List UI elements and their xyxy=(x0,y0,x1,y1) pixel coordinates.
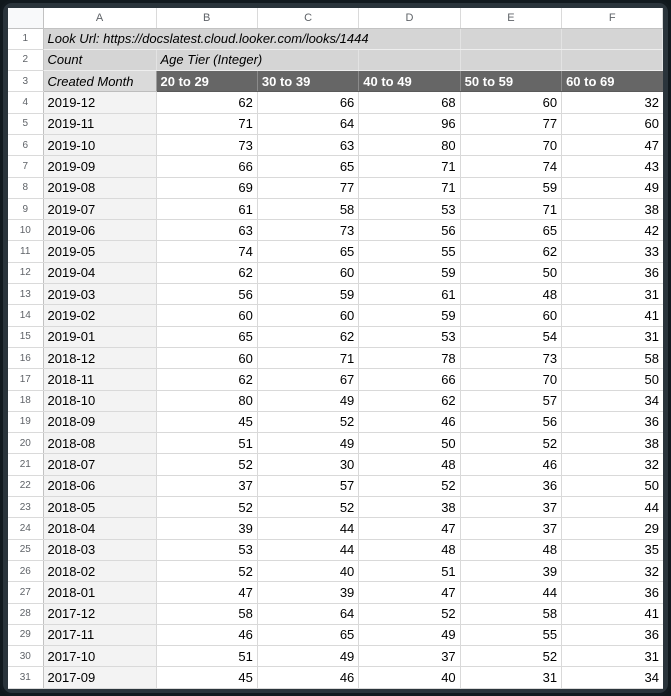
table-row xyxy=(8,624,663,645)
month-cell[interactable]: 2018-01 xyxy=(43,582,156,603)
value-cell[interactable]: 51 xyxy=(359,560,460,581)
value-cell[interactable]: 77 xyxy=(460,113,561,134)
row-number[interactable]: 5 xyxy=(8,113,43,134)
value-cell[interactable]: 59 xyxy=(359,305,460,326)
month-cell[interactable]: 2018-04 xyxy=(43,518,156,539)
value-cell[interactable]: 53 xyxy=(156,539,257,560)
month-cell[interactable]: 2018-12 xyxy=(43,347,156,368)
value-cell[interactable]: 77 xyxy=(257,177,358,198)
table-row xyxy=(8,92,663,113)
sheet-body xyxy=(8,28,663,688)
column-header-c[interactable]: C xyxy=(257,8,358,28)
value-cell[interactable]: 62 xyxy=(257,326,358,347)
value-cell[interactable]: 71 xyxy=(156,113,257,134)
column-header-e[interactable]: E xyxy=(460,8,561,28)
value-cell[interactable]: 49 xyxy=(257,390,358,411)
row-number[interactable]: 18 xyxy=(8,390,43,411)
table-row xyxy=(8,177,663,198)
month-cell[interactable]: 2019-12 xyxy=(43,92,156,113)
month-cell[interactable]: 2018-06 xyxy=(43,475,156,496)
table-row xyxy=(8,241,663,262)
value-cell[interactable]: 37 xyxy=(460,497,561,518)
row-number[interactable]: 8 xyxy=(8,177,43,198)
table-row xyxy=(8,347,663,368)
month-cell[interactable]: 2018-09 xyxy=(43,411,156,432)
value-cell[interactable]: 63 xyxy=(156,220,257,241)
value-cell[interactable]: 55 xyxy=(460,624,561,645)
table-row xyxy=(8,390,663,411)
value-cell[interactable]: 29 xyxy=(562,518,663,539)
month-cell[interactable]: 2019-02 xyxy=(43,305,156,326)
table-row xyxy=(8,198,663,219)
value-cell[interactable]: 33 xyxy=(562,241,663,262)
select-all-corner[interactable] xyxy=(8,8,43,28)
value-cell[interactable]: 40 xyxy=(359,667,460,688)
value-cell[interactable]: 53 xyxy=(359,198,460,219)
value-cell[interactable]: 47 xyxy=(156,582,257,603)
value-cell[interactable]: 62 xyxy=(156,369,257,390)
value-cell[interactable]: 31 xyxy=(562,284,663,305)
value-cell[interactable]: 73 xyxy=(460,347,561,368)
value-cell[interactable]: 71 xyxy=(359,177,460,198)
row-number[interactable]: 19 xyxy=(8,411,43,432)
month-cell[interactable]: 2018-05 xyxy=(43,497,156,518)
table-row xyxy=(8,539,663,560)
value-cell[interactable]: 80 xyxy=(156,390,257,411)
age-bucket-cell[interactable]: 20 to 29 xyxy=(156,71,257,92)
created-month-label-cell[interactable]: Created Month xyxy=(43,71,156,92)
value-cell[interactable]: 38 xyxy=(359,497,460,518)
row-number[interactable]: 9 xyxy=(8,198,43,219)
month-cell[interactable]: 2017-11 xyxy=(43,624,156,645)
value-cell[interactable]: 32 xyxy=(562,560,663,581)
value-cell[interactable]: 46 xyxy=(359,411,460,432)
value-cell[interactable]: 66 xyxy=(359,369,460,390)
value-cell[interactable]: 59 xyxy=(257,284,358,305)
value-cell[interactable]: 38 xyxy=(562,198,663,219)
value-cell[interactable]: 48 xyxy=(460,284,561,305)
value-cell[interactable]: 36 xyxy=(562,582,663,603)
table-row xyxy=(8,411,663,432)
value-cell[interactable]: 60 xyxy=(257,305,358,326)
row-number[interactable]: 17 xyxy=(8,369,43,390)
value-cell[interactable]: 47 xyxy=(359,518,460,539)
month-cell[interactable]: 2019-07 xyxy=(43,198,156,219)
value-cell[interactable]: 64 xyxy=(257,603,358,624)
value-cell[interactable]: 74 xyxy=(460,156,561,177)
value-cell[interactable]: 46 xyxy=(156,624,257,645)
value-cell[interactable]: 71 xyxy=(359,156,460,177)
value-cell[interactable]: 69 xyxy=(156,177,257,198)
count-label-cell[interactable]: Count xyxy=(43,49,156,70)
table-row xyxy=(8,497,663,518)
value-cell[interactable]: 62 xyxy=(359,390,460,411)
value-cell[interactable]: 42 xyxy=(562,220,663,241)
row-number[interactable]: 30 xyxy=(8,646,43,667)
row-number[interactable]: 6 xyxy=(8,134,43,155)
value-cell[interactable]: 46 xyxy=(257,667,358,688)
value-cell[interactable]: 41 xyxy=(562,305,663,326)
value-cell[interactable]: 73 xyxy=(156,134,257,155)
value-cell[interactable]: 58 xyxy=(257,198,358,219)
table-row xyxy=(8,475,663,496)
value-cell[interactable]: 50 xyxy=(562,369,663,390)
row-number[interactable]: 26 xyxy=(8,560,43,581)
value-cell[interactable]: 74 xyxy=(156,241,257,262)
value-cell[interactable]: 52 xyxy=(359,603,460,624)
value-cell[interactable]: 52 xyxy=(156,497,257,518)
table-row xyxy=(8,220,663,241)
column-header-d[interactable]: D xyxy=(359,8,460,28)
value-cell[interactable]: 61 xyxy=(156,198,257,219)
value-cell[interactable]: 60 xyxy=(257,262,358,283)
month-cell[interactable]: 2018-11 xyxy=(43,369,156,390)
value-cell[interactable]: 60 xyxy=(562,113,663,134)
table-row xyxy=(8,305,663,326)
row-number[interactable]: 11 xyxy=(8,241,43,262)
month-cell[interactable]: 2018-08 xyxy=(43,433,156,454)
empty-cell[interactable] xyxy=(359,49,460,70)
value-cell[interactable]: 50 xyxy=(562,475,663,496)
value-cell[interactable]: 48 xyxy=(359,454,460,475)
table-row xyxy=(8,156,663,177)
value-cell[interactable]: 66 xyxy=(156,156,257,177)
month-cell[interactable]: 2019-04 xyxy=(43,262,156,283)
value-cell[interactable]: 43 xyxy=(562,156,663,177)
value-cell[interactable]: 60 xyxy=(156,305,257,326)
value-cell[interactable]: 65 xyxy=(460,220,561,241)
month-cell[interactable]: 2019-10 xyxy=(43,134,156,155)
month-cell[interactable]: 2019-06 xyxy=(43,220,156,241)
value-cell[interactable]: 51 xyxy=(156,433,257,454)
month-cell[interactable]: 2017-09 xyxy=(43,667,156,688)
value-cell[interactable]: 52 xyxy=(257,411,358,432)
value-cell[interactable]: 44 xyxy=(257,539,358,560)
table-row xyxy=(8,582,663,603)
value-cell[interactable]: 30 xyxy=(257,454,358,475)
row-number[interactable]: 4 xyxy=(8,92,43,113)
value-cell[interactable]: 36 xyxy=(562,411,663,432)
value-cell[interactable]: 52 xyxy=(257,497,358,518)
value-cell[interactable]: 63 xyxy=(257,134,358,155)
value-cell[interactable]: 45 xyxy=(156,667,257,688)
value-cell[interactable]: 58 xyxy=(156,603,257,624)
value-cell[interactable]: 80 xyxy=(359,134,460,155)
value-cell[interactable]: 37 xyxy=(156,475,257,496)
month-cell[interactable]: 2019-01 xyxy=(43,326,156,347)
column-header-f[interactable]: F xyxy=(562,8,663,28)
value-cell[interactable]: 65 xyxy=(257,156,358,177)
value-cell[interactable]: 48 xyxy=(359,539,460,560)
row-number[interactable]: 24 xyxy=(8,518,43,539)
month-cell[interactable]: 2019-11 xyxy=(43,113,156,134)
month-cell[interactable]: 2017-12 xyxy=(43,603,156,624)
value-cell[interactable]: 36 xyxy=(562,262,663,283)
value-cell[interactable]: 62 xyxy=(460,241,561,262)
value-cell[interactable]: 47 xyxy=(562,134,663,155)
month-cell[interactable]: 2017-10 xyxy=(43,646,156,667)
month-cell[interactable]: 2019-05 xyxy=(43,241,156,262)
row-number[interactable]: 29 xyxy=(8,624,43,645)
value-cell[interactable]: 37 xyxy=(460,518,561,539)
value-cell[interactable]: 96 xyxy=(359,113,460,134)
value-cell[interactable]: 36 xyxy=(562,624,663,645)
value-cell[interactable]: 59 xyxy=(359,262,460,283)
value-cell[interactable]: 35 xyxy=(562,539,663,560)
table-row xyxy=(8,433,663,454)
spreadsheet-grid xyxy=(8,8,663,689)
value-cell[interactable]: 32 xyxy=(562,454,663,475)
value-cell[interactable]: 59 xyxy=(460,177,561,198)
value-cell[interactable]: 48 xyxy=(460,539,561,560)
value-cell[interactable]: 68 xyxy=(359,92,460,113)
row-number[interactable]: 14 xyxy=(8,305,43,326)
value-cell[interactable]: 56 xyxy=(460,411,561,432)
value-cell[interactable]: 60 xyxy=(156,347,257,368)
value-cell[interactable]: 71 xyxy=(257,347,358,368)
empty-cell[interactable] xyxy=(562,49,663,70)
table-row xyxy=(8,603,663,624)
value-cell[interactable]: 39 xyxy=(257,582,358,603)
value-cell[interactable]: 44 xyxy=(257,518,358,539)
value-cell[interactable]: 34 xyxy=(562,667,663,688)
value-cell[interactable]: 70 xyxy=(460,369,561,390)
value-cell[interactable]: 41 xyxy=(562,603,663,624)
column-header-row xyxy=(8,8,663,28)
value-cell[interactable]: 70 xyxy=(460,134,561,155)
value-cell[interactable]: 73 xyxy=(257,220,358,241)
measure-row xyxy=(8,49,663,70)
row-number[interactable]: 3 xyxy=(8,71,43,92)
month-cell[interactable]: 2019-09 xyxy=(43,156,156,177)
table-row xyxy=(8,113,663,134)
value-cell[interactable]: 78 xyxy=(359,347,460,368)
value-cell[interactable]: 65 xyxy=(156,326,257,347)
value-cell[interactable]: 57 xyxy=(460,390,561,411)
value-cell[interactable]: 47 xyxy=(359,582,460,603)
value-cell[interactable]: 32 xyxy=(562,92,663,113)
month-cell[interactable]: 2019-03 xyxy=(43,284,156,305)
value-cell[interactable]: 65 xyxy=(257,624,358,645)
row-number[interactable]: 22 xyxy=(8,475,43,496)
value-cell[interactable]: 55 xyxy=(359,241,460,262)
value-cell[interactable]: 52 xyxy=(156,454,257,475)
row-number[interactable]: 25 xyxy=(8,539,43,560)
look-url-row xyxy=(8,28,663,49)
row-number[interactable]: 28 xyxy=(8,603,43,624)
value-cell[interactable]: 31 xyxy=(562,646,663,667)
value-cell[interactable]: 53 xyxy=(359,326,460,347)
value-cell[interactable]: 57 xyxy=(257,475,358,496)
table-row xyxy=(8,134,663,155)
column-header-a[interactable]: A xyxy=(43,8,156,28)
value-cell[interactable]: 49 xyxy=(257,646,358,667)
row-number[interactable]: 23 xyxy=(8,497,43,518)
age-bucket-cell[interactable]: 40 to 49 xyxy=(359,71,460,92)
value-cell[interactable]: 50 xyxy=(460,262,561,283)
table-row xyxy=(8,284,663,305)
value-cell[interactable]: 62 xyxy=(156,262,257,283)
value-cell[interactable]: 45 xyxy=(156,411,257,432)
value-cell[interactable]: 39 xyxy=(156,518,257,539)
value-cell[interactable]: 66 xyxy=(257,92,358,113)
empty-cell[interactable] xyxy=(460,49,561,70)
value-cell[interactable]: 52 xyxy=(460,433,561,454)
row-number[interactable]: 7 xyxy=(8,156,43,177)
row-number[interactable]: 27 xyxy=(8,582,43,603)
table-row xyxy=(8,262,663,283)
table-row xyxy=(8,646,663,667)
value-cell[interactable]: 62 xyxy=(156,92,257,113)
value-cell[interactable]: 51 xyxy=(156,646,257,667)
empty-cell[interactable] xyxy=(562,28,663,49)
table-row xyxy=(8,454,663,475)
value-cell[interactable]: 44 xyxy=(460,582,561,603)
row-number[interactable]: 13 xyxy=(8,284,43,305)
row-number[interactable]: 1 xyxy=(8,28,43,49)
row-number[interactable]: 2 xyxy=(8,49,43,70)
value-cell[interactable]: 58 xyxy=(460,603,561,624)
table-row xyxy=(8,369,663,390)
table-row xyxy=(8,667,663,688)
value-cell[interactable]: 52 xyxy=(359,475,460,496)
value-cell[interactable]: 71 xyxy=(460,198,561,219)
value-cell[interactable]: 52 xyxy=(460,646,561,667)
age-bucket-cell[interactable]: 50 to 59 xyxy=(460,71,561,92)
row-number[interactable]: 10 xyxy=(8,220,43,241)
value-cell[interactable]: 49 xyxy=(257,433,358,454)
value-cell[interactable]: 34 xyxy=(562,390,663,411)
empty-cell[interactable] xyxy=(460,28,561,49)
value-cell[interactable]: 65 xyxy=(257,241,358,262)
row-number[interactable]: 12 xyxy=(8,262,43,283)
month-cell[interactable]: 2018-07 xyxy=(43,454,156,475)
value-cell[interactable]: 37 xyxy=(359,646,460,667)
row-number[interactable]: 21 xyxy=(8,454,43,475)
value-cell[interactable]: 49 xyxy=(562,177,663,198)
pivot-header-row xyxy=(8,71,663,92)
month-cell[interactable]: 2018-10 xyxy=(43,390,156,411)
table-row xyxy=(8,518,663,539)
row-number[interactable]: 15 xyxy=(8,326,43,347)
age-bucket-cell[interactable]: 30 to 39 xyxy=(257,71,358,92)
value-cell[interactable]: 56 xyxy=(359,220,460,241)
value-cell[interactable]: 50 xyxy=(359,433,460,454)
value-cell[interactable]: 31 xyxy=(460,667,561,688)
look-url-cell[interactable]: Look Url: https://docslatest.cloud.looker.com/looks/1444 xyxy=(43,28,460,49)
value-cell[interactable]: 56 xyxy=(156,284,257,305)
value-cell[interactable]: 46 xyxy=(460,454,561,475)
value-cell[interactable]: 44 xyxy=(562,497,663,518)
column-header-b[interactable]: B xyxy=(156,8,257,28)
value-cell[interactable]: 58 xyxy=(562,347,663,368)
value-cell[interactable]: 40 xyxy=(257,560,358,581)
value-cell[interactable]: 60 xyxy=(460,92,561,113)
value-cell[interactable]: 52 xyxy=(156,560,257,581)
month-cell[interactable]: 2019-08 xyxy=(43,177,156,198)
value-cell[interactable]: 38 xyxy=(562,433,663,454)
value-cell[interactable]: 61 xyxy=(359,284,460,305)
value-cell[interactable]: 36 xyxy=(460,475,561,496)
month-cell[interactable]: 2018-03 xyxy=(43,539,156,560)
value-cell[interactable]: 31 xyxy=(562,326,663,347)
month-cell[interactable]: 2018-02 xyxy=(43,560,156,581)
row-number[interactable]: 20 xyxy=(8,433,43,454)
age-bucket-cell[interactable]: 60 to 69 xyxy=(562,71,663,92)
value-cell[interactable]: 60 xyxy=(460,305,561,326)
row-number[interactable]: 31 xyxy=(8,667,43,688)
row-number[interactable]: 16 xyxy=(8,347,43,368)
table-row xyxy=(8,560,663,581)
value-cell[interactable]: 49 xyxy=(359,624,460,645)
table-row xyxy=(8,326,663,347)
age-tier-label-cell[interactable]: Age Tier (Integer) xyxy=(156,49,359,70)
value-cell[interactable]: 64 xyxy=(257,113,358,134)
value-cell[interactable]: 39 xyxy=(460,560,561,581)
value-cell[interactable]: 67 xyxy=(257,369,358,390)
value-cell[interactable]: 54 xyxy=(460,326,561,347)
